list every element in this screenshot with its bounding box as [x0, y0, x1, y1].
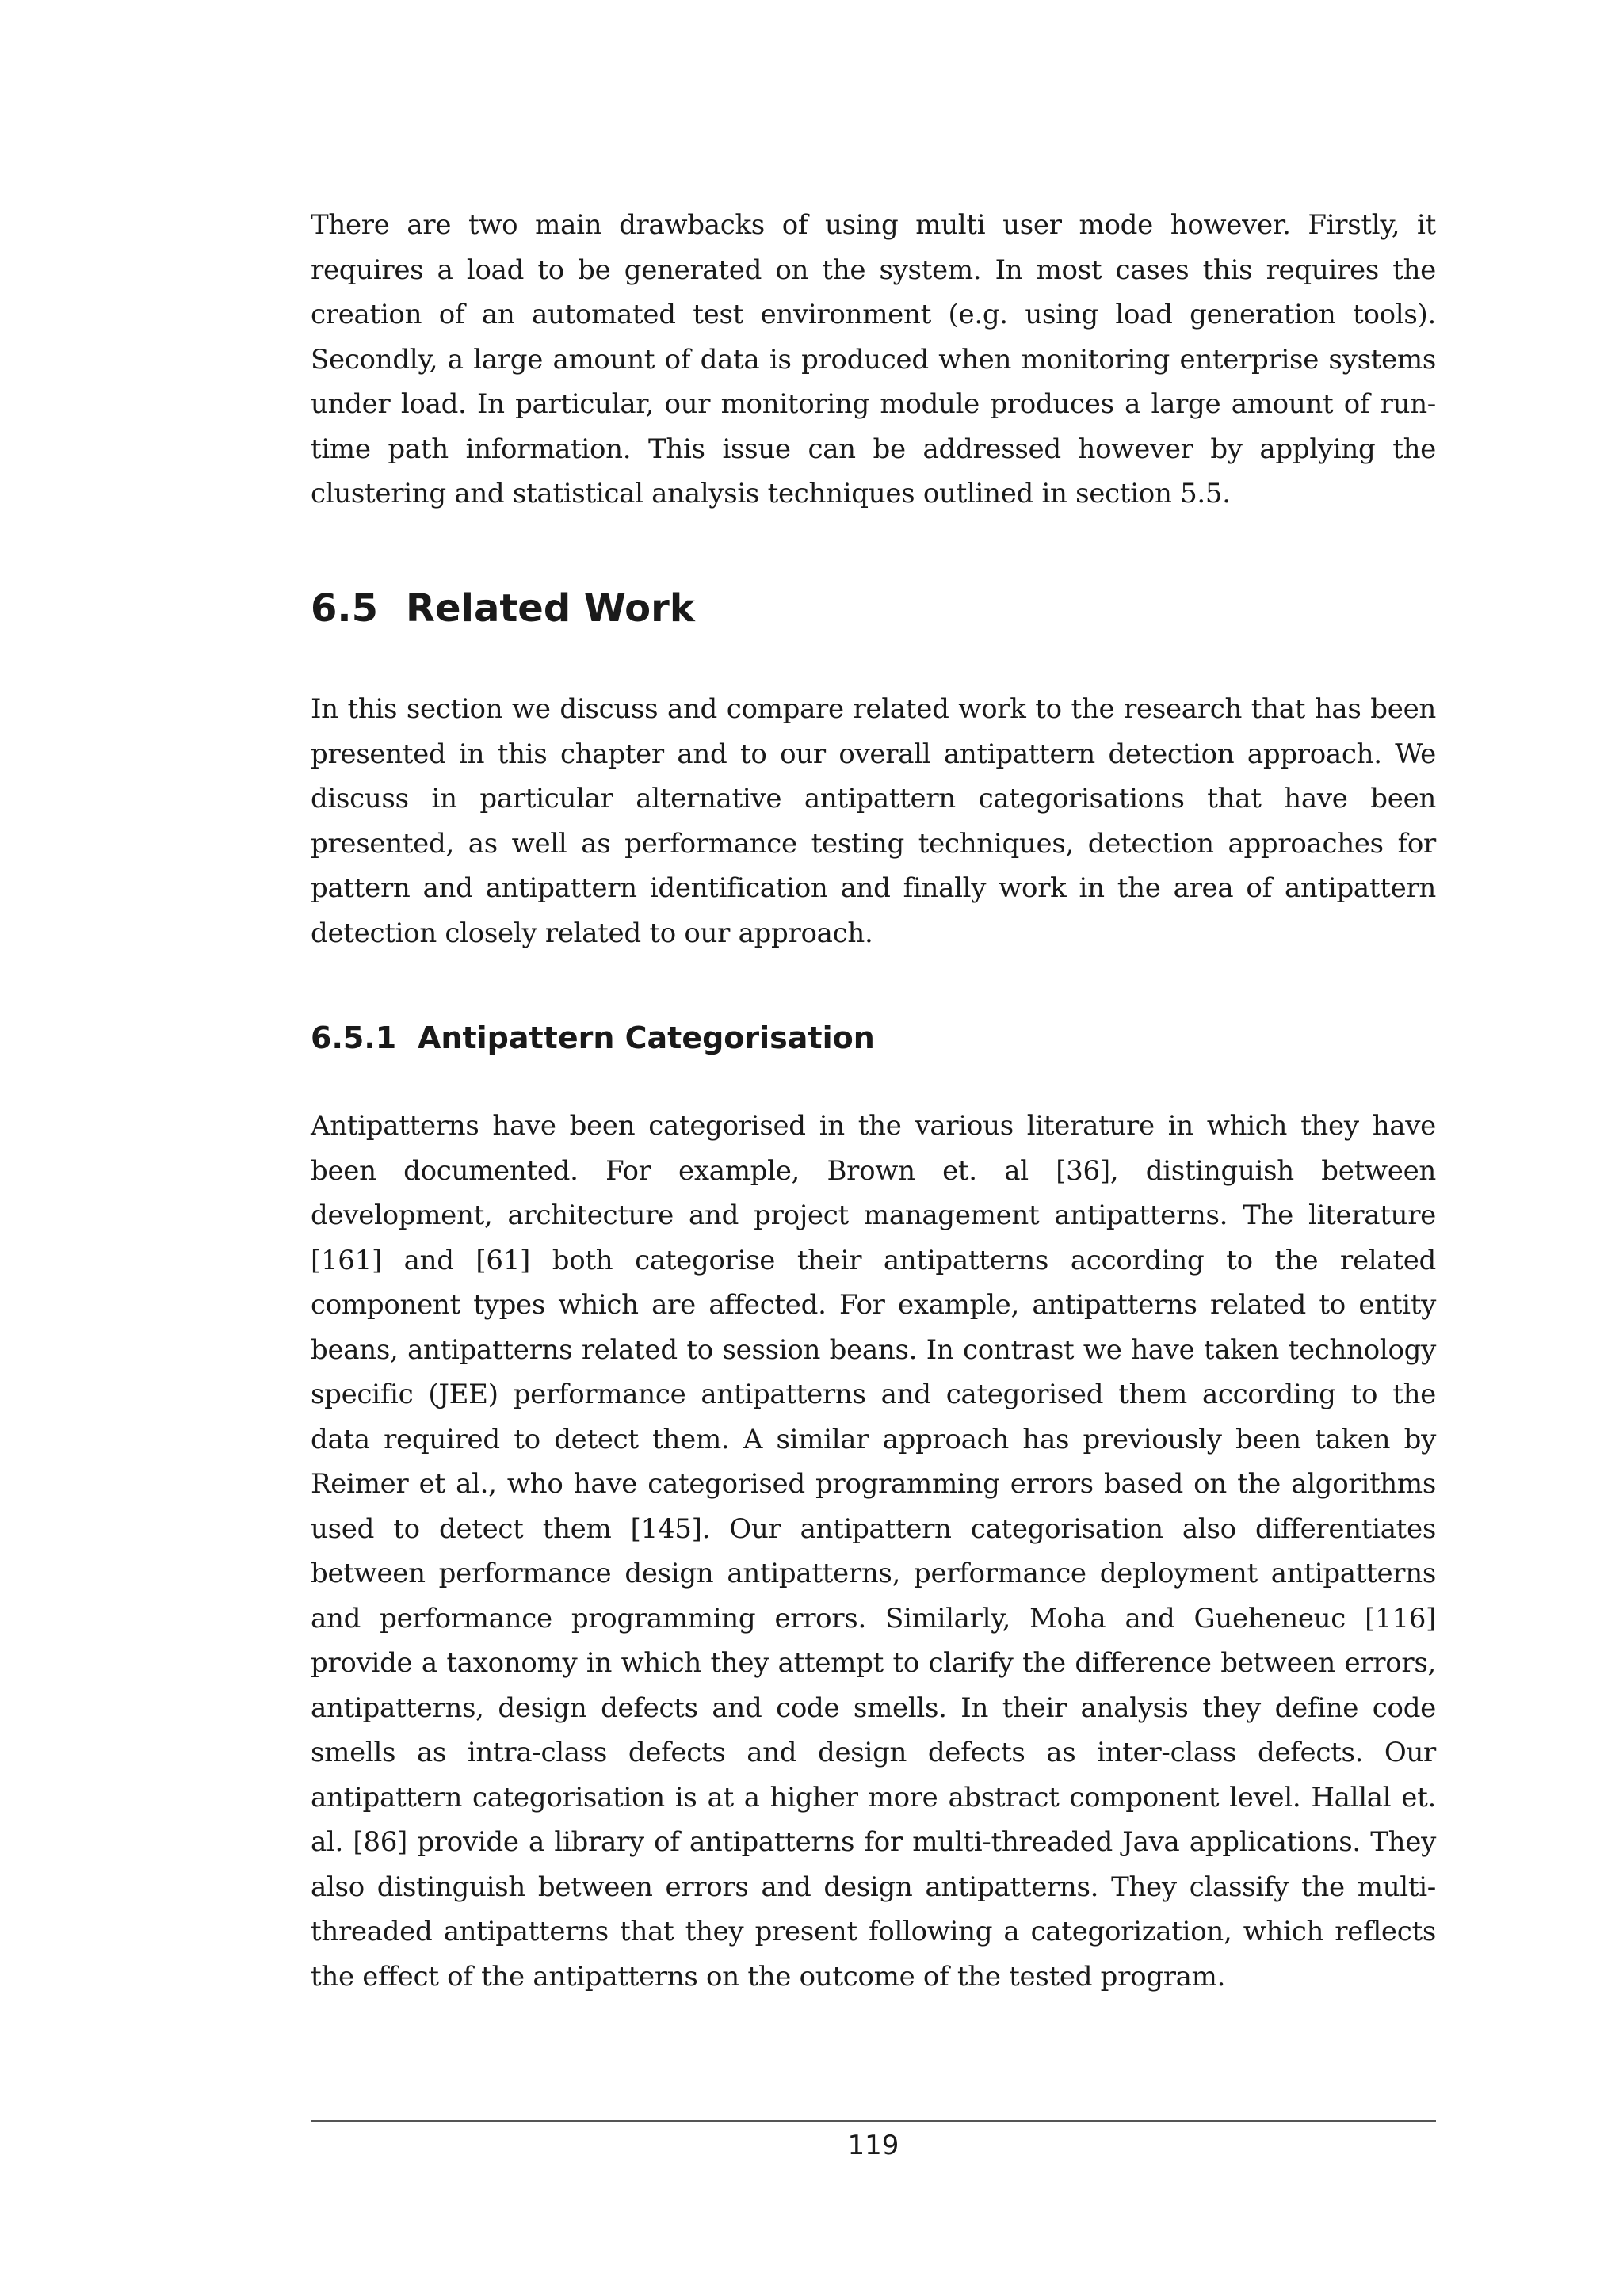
- subsection-number: 6.5.1: [311, 1020, 397, 1055]
- section-number: 6.5: [311, 586, 379, 631]
- page-number: 119: [847, 2130, 899, 2161]
- section-heading: [311, 585, 695, 632]
- section-title: Related Work: [406, 586, 695, 631]
- intro-paragraph: There are two main drawbacks of using multi user mode however. Firstly, it requires a load to be generated on the system. In most cases this requires the creation of an automated test environment (e.g. using load generation tools). Secondly, a large amount of data is produced when monitoring enterprise systems under load. In particular, our monitoring module produces a large amount of run-time path information. This issue can be addressed however by applying the clustering and statistical analysis techniques outlined in section 5.5.: [311, 209, 1436, 509]
- subsection-heading: [311, 1019, 875, 1057]
- related-work-paragraph: In this section we discuss and compare related work to the research that has been presented in this chapter and to our overall antipattern detection approach. We discuss in particular alternative antipattern categorisations that have been presented, as well as performance testing techniques, detection approaches for pattern and antipattern identification and finally work in the area of antipattern detection closely related to our approach.: [311, 693, 1436, 949]
- subsection-title: Antipattern Categorisation: [418, 1020, 875, 1055]
- footer-rule: [311, 2120, 1436, 2122]
- categorisation-paragraph: Antipatterns have been categorised in the various literature in which they have been documented. For example, Brown et. al [36], distinguish between development, architecture and project management antipatterns. The literature [161] and [61] both categorise their antipatterns according to the related component types which are affected. For example, antipatterns related to entity beans, antipatterns related to session beans. In contrast we have taken technology specific (JEE) performance antipatterns and categorised them according to the data required to detect them. A similar approach has previously been taken by Reimer et al., who have categorised programming errors based on the algorithms used to detect them [145]. Our antipattern categorisation also differentiates between performance design antipatterns, performance deployment antipatterns and performance programming errors. Similarly, Moha and Gueheneuc [116] provide a taxonomy in which they attempt to clarify the difference between errors, antipatterns, design defects and code smells. In their analysis they define code smells as intra-class defects and design defects as inter-class defects. Our antipattern categorisation is at a higher more abstract component level. Hallal et. al. [86] provide a library of antipatterns for multi-threaded Java applications. They also distinguish between errors and design antipatterns. They classify the multi-threaded antipatterns that they present following a categorization, which reflects the effect of the antipatterns on the outcome of the tested program.: [311, 1110, 1436, 1993]
